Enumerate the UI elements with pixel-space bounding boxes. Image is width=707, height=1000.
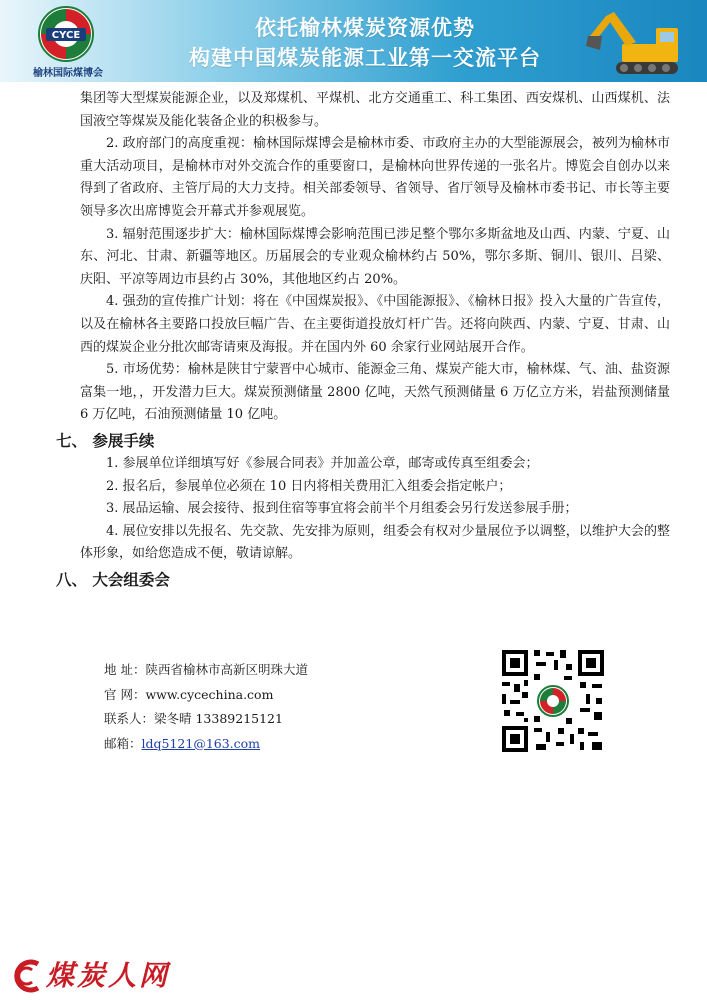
paragraph-item-4: 4. 强劲的宣传推广计划：将在《中国煤炭报》、《中国能源报》、《榆林日报》投入大量的广告宣传，以及在榆林各主要路口投放巨幅广告、在主要街道投放灯杆广告。还将向陕西、内蒙、宁夏、甘肃、山西的煤炭企业分批次邮寄请柬及海报。并在国内外 60 余家行业网站展开合作。 bbox=[80, 294, 670, 355]
paragraph-intro: 集团等大型煤炭能源企业，以及郑煤机、平煤机、北方交通重工、科工集团、西安煤机、山西煤机、法国液空等煤炭及能化装备企业的积极参与。 bbox=[80, 91, 670, 129]
contact-email-label: 邮箱： bbox=[104, 735, 142, 751]
org-name: 榆林国际煤博会 bbox=[33, 68, 103, 79]
procedure-item-4: 4. 展位安排以先报名、先交款、先安排为原则，组委会有权对少量展位予以调整，以维护大会的整体形象，如给您造成不便，敬请谅解。 bbox=[80, 523, 670, 562]
footer-logo-icon bbox=[8, 958, 48, 994]
paragraph-item-5: 5. 市场优势：榆林是陕甘宁蒙晋中心城市、能源金三角、煤炭产能大市，榆林煤、气、油、盐资源富集一地，，开发潜力巨大。煤炭预测储量 2800 亿吨，天然气预测储量 6 万亿立方米，岩盐预测储量 6 万亿吨，石油预测储量 10 亿吨。 bbox=[80, 362, 670, 423]
header-title-line2: 构建中国煤炭能源工业第一交流平台 bbox=[189, 46, 541, 70]
footer-brand: 煤炭人网 bbox=[46, 959, 171, 992]
section-7-heading: 七、 参展手续 bbox=[56, 431, 155, 450]
cyce-logo-icon bbox=[38, 6, 94, 62]
paragraph-item-2: 2. 政府部门的高度重视：榆林国际煤博会是榆林市委、市政府主办的大型能源展会，被列为榆林市重大活动项目，是榆林市对外交流合作的重要窗口，是榆林向世界传递的一张名片。博览会自创办以来得到了省政府、主管厅局的大力支持。相关部委领导、省领导、省厅领导及榆林市委书记、市长等主要领导多次出席博览会开幕式并参观展览。 bbox=[80, 136, 670, 219]
procedure-item-3: 3. 展品运输、展会接待、报到住宿等事宜将会前半个月组委会另行发送参展手册； bbox=[106, 501, 578, 517]
main-content bbox=[56, 88, 670, 592]
excavator-icon bbox=[586, 6, 704, 78]
paragraph-item-3: 3. 辐射范围逐步扩大：榆林国际煤博会影响范围已涉足整个鄂尔多斯盆地及山西、内蒙、宁夏、山东、河北、甘肃、新疆等地区。历届展会的专业观众榆林约占 50%，鄂尔多斯、铜川、银川、吕梁、庆阳、平凉等周边市县约占 30%，其他地区约占 20%。 bbox=[80, 226, 670, 287]
procedure-item-1: 1. 参展单位详细填写好《参展合同表》并加盖公章，邮寄或传真至组委会； bbox=[106, 455, 539, 471]
contact-email-row bbox=[104, 732, 308, 757]
contact-address: 地 址：陕西省榆林市高新区明珠大道 bbox=[104, 662, 308, 677]
contact-block bbox=[104, 658, 308, 756]
contact-person: 联系人：梁冬晴 13389215121 bbox=[104, 711, 283, 726]
header-title-line1: 依托榆林煤炭资源优势 bbox=[255, 16, 475, 40]
procedure-item-2: 2. 报名后，参展单位必须在 10 日内将相关费用汇入组委会指定帐户； bbox=[106, 478, 512, 494]
qr-code-icon bbox=[500, 648, 606, 754]
header-banner bbox=[0, 0, 707, 82]
contact-website: 官 网：www.cycechina.com bbox=[104, 686, 274, 702]
logo-text: CYCE bbox=[51, 30, 81, 41]
contact-email-link[interactable]: ldq5121@163.com bbox=[141, 735, 261, 751]
section-8-heading: 八、 大会组委会 bbox=[56, 570, 170, 589]
